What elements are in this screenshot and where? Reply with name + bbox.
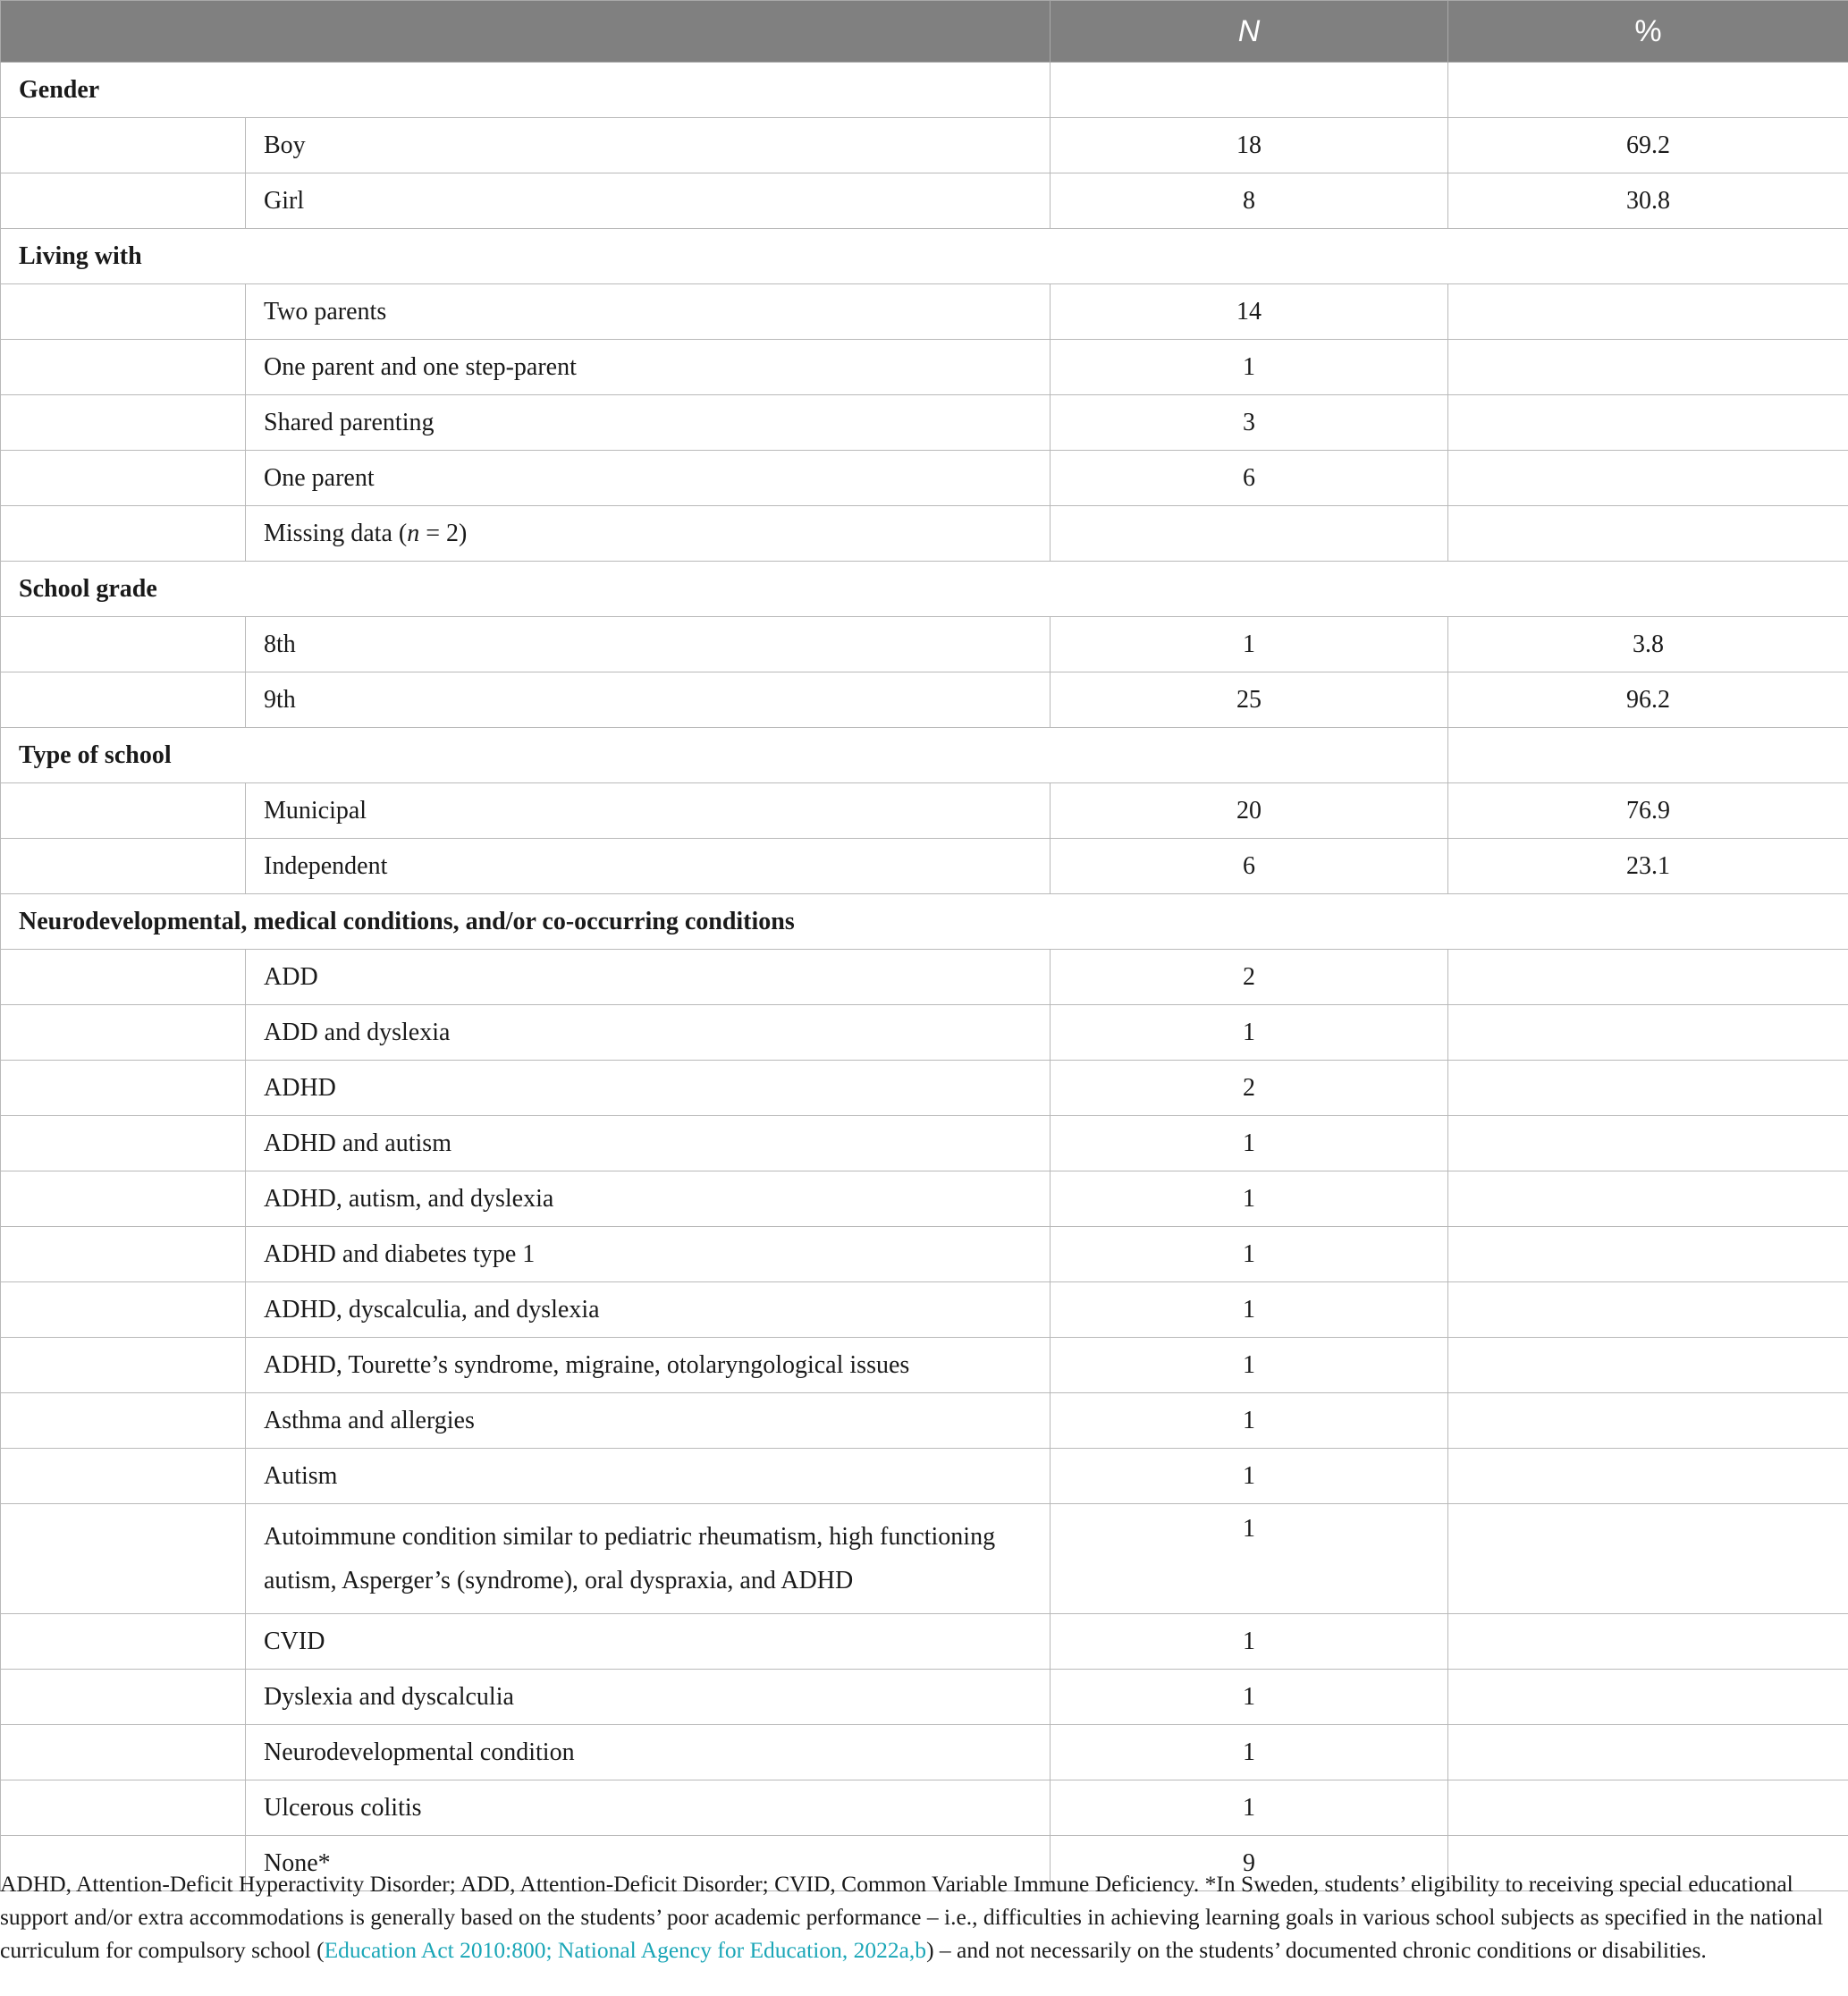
table-row	[1, 395, 1848, 451]
row-n: 1	[1051, 1393, 1448, 1449]
table-row	[1, 118, 1848, 173]
footnote-text-after: ) – and not necessarily on the students’ documented chronic conditions or disabilities.	[926, 1937, 1707, 1963]
row-pct	[1448, 451, 1848, 506]
table-row	[1, 617, 1848, 672]
section-title: School grade	[1, 562, 1848, 617]
footnote-reference-link[interactable]: Education Act 2010:800; National Agency for Education, 2022a,b	[324, 1937, 927, 1963]
row-label: ADHD and autism	[246, 1116, 1051, 1171]
table-footnote	[0, 1867, 1824, 1966]
row-n: 25	[1051, 672, 1448, 728]
row-n: 1	[1051, 1227, 1448, 1282]
row-n: 1	[1051, 1504, 1448, 1614]
missing-var: n	[407, 519, 420, 547]
row-pct: 96.2	[1448, 672, 1848, 728]
row-label: Neurodevelopmental condition	[246, 1725, 1051, 1780]
missing-prefix: Missing data (	[264, 519, 408, 547]
row-label: One parent and one step-parent	[246, 340, 1051, 395]
row-label: Municipal	[246, 783, 1051, 839]
table-row	[1, 1504, 1848, 1614]
row-n: 1	[1051, 1670, 1448, 1725]
row-n: 14	[1051, 284, 1448, 340]
table-row	[1, 1116, 1848, 1171]
table-row	[1, 1171, 1848, 1227]
row-pct	[1448, 340, 1848, 395]
row-n: 9	[1051, 1836, 1448, 1891]
section-title: Type of school	[1, 728, 1448, 783]
table-row-missing-data	[1, 506, 1848, 562]
row-label: Ulcerous colitis	[246, 1780, 1051, 1836]
row-pct: 23.1	[1448, 839, 1848, 894]
row-label: ADHD, Tourette’s syndrome, migraine, otolaryngological issues	[246, 1338, 1051, 1393]
row-label: 8th	[246, 617, 1051, 672]
section-title: Neurodevelopmental, medical conditions, and/or co-occurring conditions	[1, 894, 1848, 950]
row-pct: 30.8	[1448, 173, 1848, 229]
row-label: ADHD and diabetes type 1	[246, 1227, 1051, 1282]
row-pct	[1448, 395, 1848, 451]
footnote-text-before: ADHD, Attention-Deficit Hyperactivity Disorder; ADD, Attention-Deficit Disorder; CVID, Common Variable Immune Deficiency. *In Sweden, students’ eligibility to receiving special educational support and/or extra accommodations is generally based on the students’ poor academic performance – i.e., difficulties in achieving learning goals in various school subjects as specified in the national curriculum for compulsory school (	[0, 1871, 1824, 1963]
row-label: ADHD, dyscalculia, and dyslexia	[246, 1282, 1051, 1338]
row-n: 6	[1051, 839, 1448, 894]
row-pct: 69.2	[1448, 118, 1848, 173]
row-label: Dyslexia and dyscalculia	[246, 1670, 1051, 1725]
table-row	[1, 783, 1848, 839]
missing-suffix: = 2)	[419, 519, 468, 547]
table-row	[1, 284, 1848, 340]
table-row	[1, 1614, 1848, 1670]
section-title: Living with	[1, 229, 1848, 284]
row-n: 1	[1051, 1338, 1448, 1393]
row-n: 1	[1051, 1282, 1448, 1338]
table-header-row	[1, 1, 1848, 63]
row-label: Shared parenting	[246, 395, 1051, 451]
row-label: Independent	[246, 839, 1051, 894]
table-row	[1, 1670, 1848, 1725]
row-label: ADHD, autism, and dyslexia	[246, 1171, 1051, 1227]
row-label: Boy	[246, 118, 1051, 173]
row-label: ADD and dyslexia	[246, 1005, 1051, 1061]
row-n: 1	[1051, 1780, 1448, 1836]
row-pct	[1448, 284, 1848, 340]
row-n: 1	[1051, 1005, 1448, 1061]
row-n: 18	[1051, 118, 1448, 173]
row-label: Girl	[246, 173, 1051, 229]
row-n: 1	[1051, 1614, 1448, 1670]
table-row	[1, 950, 1848, 1005]
table-row	[1, 1449, 1848, 1504]
table-row	[1, 1780, 1848, 1836]
table-row	[1, 340, 1848, 395]
row-pct: 76.9	[1448, 783, 1848, 839]
header-empty-cell	[1, 1, 1051, 63]
row-n: 1	[1051, 617, 1448, 672]
row-n: 20	[1051, 783, 1448, 839]
row-n: 3	[1051, 395, 1448, 451]
row-n: 1	[1051, 1116, 1448, 1171]
row-label: Asthma and allergies	[246, 1393, 1051, 1449]
row-n: 1	[1051, 340, 1448, 395]
table-row	[1, 1227, 1848, 1282]
row-label: Autism	[246, 1449, 1051, 1504]
section-school-grade	[1, 562, 1848, 617]
section-title: Gender	[1, 63, 1051, 118]
table-row	[1, 1725, 1848, 1780]
table-row	[1, 1005, 1848, 1061]
table-row	[1, 1282, 1848, 1338]
header-n: N	[1051, 1, 1448, 63]
table-row	[1, 451, 1848, 506]
table-row	[1, 672, 1848, 728]
row-label: 9th	[246, 672, 1051, 728]
row-n: 2	[1051, 1061, 1448, 1116]
row-n: 6	[1051, 451, 1448, 506]
row-n: 1	[1051, 1449, 1448, 1504]
table-row	[1, 1338, 1848, 1393]
row-label: ADHD	[246, 1061, 1051, 1116]
row-label: One parent	[246, 451, 1051, 506]
table-row	[1, 839, 1848, 894]
row-n: 1	[1051, 1171, 1448, 1227]
row-n: 8	[1051, 173, 1448, 229]
row-pct: 3.8	[1448, 617, 1848, 672]
header-percent: %	[1448, 1, 1848, 63]
row-label	[246, 506, 1051, 562]
row-n: 1	[1051, 1725, 1448, 1780]
section-type-of-school	[1, 728, 1848, 783]
section-living-with	[1, 229, 1848, 284]
row-label: ADD	[246, 950, 1051, 1005]
row-label: Autoimmune condition similar to pediatric rheumatism, high functioning autism, Asperger’s (syndrome), oral dyspraxia, and ADHD	[246, 1504, 1051, 1614]
section-gender	[1, 63, 1848, 118]
table-row	[1, 1061, 1848, 1116]
table-row	[1, 173, 1848, 229]
table-row	[1, 1393, 1848, 1449]
row-n: 2	[1051, 950, 1448, 1005]
section-conditions	[1, 894, 1848, 950]
row-label: None*	[246, 1836, 1051, 1891]
row-label: CVID	[246, 1614, 1051, 1670]
row-label: Two parents	[246, 284, 1051, 340]
